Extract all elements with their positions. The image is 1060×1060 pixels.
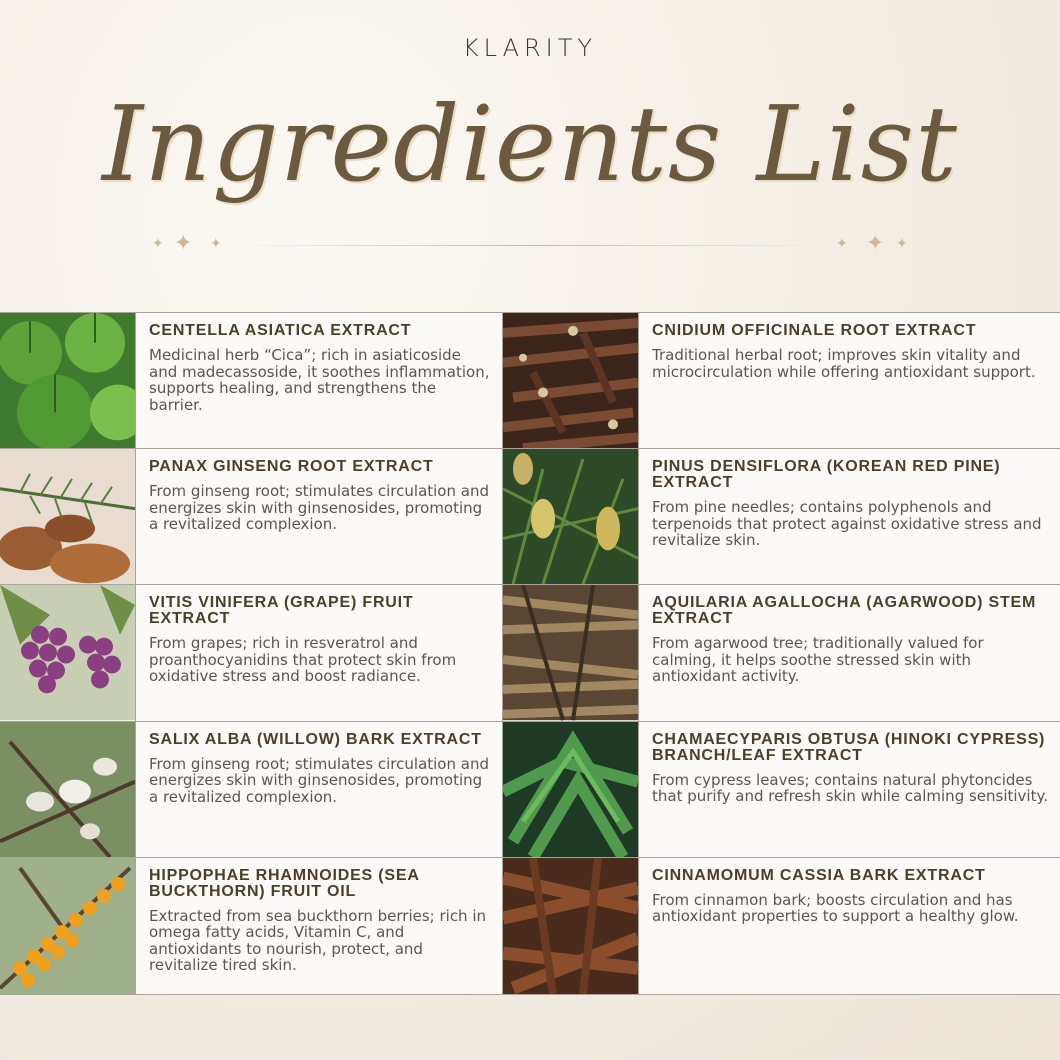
- ingredient-card: [503, 722, 1060, 858]
- ingredient-description: Medicinal herb “Cica”; rich in asiaticoside and madecassoside, it soothes inflammation, supports healing, and strengthens the barrier.: [149, 346, 490, 414]
- ingredient-name: VITIS VINIFERA (GRAPE) FRUIT EXTRACT: [149, 594, 414, 628]
- cypress-image: [503, 722, 639, 857]
- pine-needles-image: [503, 449, 639, 584]
- ingredient-description: From cypress leaves; contains natural phytoncides that purify and refresh skin while calming sensitivity.: [652, 770, 1048, 806]
- ingredient-description: From ginseng root; stimulates circulation and energizes skin with ginsenosides, promoting a revitalized complexion.: [149, 754, 489, 806]
- sparkle-icon: ✦: [210, 235, 222, 251]
- brand-name: KLARITY: [462, 34, 598, 62]
- sparkle-icon: ✦: [174, 230, 193, 255]
- ingredient-card: [503, 585, 1060, 721]
- ingredient-card: [503, 449, 1060, 585]
- ingredient-name: HIPPOPHAE RHAMNOIDES (SEA BUCKTHORN) FRUIT OIL: [149, 866, 420, 900]
- ingredient-name: PANAX GINSENG ROOT EXTRACT: [149, 458, 434, 476]
- ingredient-name: AQUILARIA AGALLOCHA (AGARWOOD) STEM EXTRACT: [652, 594, 1037, 628]
- ingredient-description: From cinnamon bark; boosts circulation and has antioxidant properties to support a healthy glow.: [652, 890, 1019, 926]
- sparkle-icon: ✦: [152, 235, 164, 251]
- cnidium-root-image: [503, 313, 639, 448]
- ingredient-card: [503, 858, 1060, 994]
- ingredient-name: CINNAMOMUM CASSIA BARK EXTRACT: [652, 866, 986, 884]
- ingredient-name: SALIX ALBA (WILLOW) BARK EXTRACT: [149, 730, 482, 748]
- ingredient-name: CHAMAECYPARIS OBTUSA (HINOKI CYPRESS) BRANCH/LEAF EXTRACT: [652, 730, 1046, 764]
- ingredient-description: From pine needles; contains polyphenols and terpenoids that protect against oxidative stress and revitalize skin.: [652, 498, 1042, 550]
- ingredient-card: [0, 313, 503, 449]
- sparkle-icon: ✦: [866, 230, 885, 255]
- ginseng-root-image: [0, 449, 136, 584]
- cinnamon-bark-image: [503, 858, 639, 994]
- ingredient-card: [503, 313, 1060, 449]
- willow-image: [0, 722, 136, 857]
- ingredient-description: From ginseng root; stimulates circulation and energizes skin with ginsenosides, promoting a revitalized complexion.: [149, 482, 489, 534]
- ingredient-description: Traditional herbal root; improves skin vitality and microcirculation while offering antioxidant support.: [652, 346, 1036, 381]
- agarwood-image: [503, 585, 639, 720]
- ingredient-card: [0, 858, 503, 994]
- sparkle-divider: [0, 230, 1060, 260]
- ingredient-card: [0, 585, 503, 721]
- sparkle-icon: ✦: [896, 235, 908, 251]
- ingredient-name: CENTELLA ASIATICA EXTRACT: [149, 322, 412, 339]
- divider-line: [230, 245, 830, 246]
- sea-buckthorn-image: [0, 858, 136, 994]
- ingredient-description: Extracted from sea buckthorn berries; rich in omega fatty acids, Vitamin C, and antioxidants to nourish, protect, and revitalize tired skin.: [149, 906, 487, 975]
- ingredient-name: CNIDIUM OFFICINALE ROOT EXTRACT: [652, 322, 977, 339]
- ingredient-description: From grapes; rich in resveratrol and proanthocyanidins that protect skin from oxidative stress and boost radiance.: [149, 634, 457, 686]
- ingredients-grid: [0, 312, 1060, 995]
- sparkle-icon: ✦: [836, 235, 848, 251]
- ingredient-card: [0, 449, 503, 585]
- ingredient-card: [0, 722, 503, 858]
- grapes-image: [0, 585, 136, 720]
- page-title: Ingredients List: [102, 83, 958, 205]
- centella-leaves-image: [0, 313, 136, 448]
- ingredient-description: From agarwood tree; traditionally valued for calming, it helps soothe stressed skin with antioxidant activity.: [652, 634, 984, 686]
- ingredient-name: PINUS DENSIFLORA (KOREAN RED PINE) EXTRACT: [652, 458, 1001, 492]
